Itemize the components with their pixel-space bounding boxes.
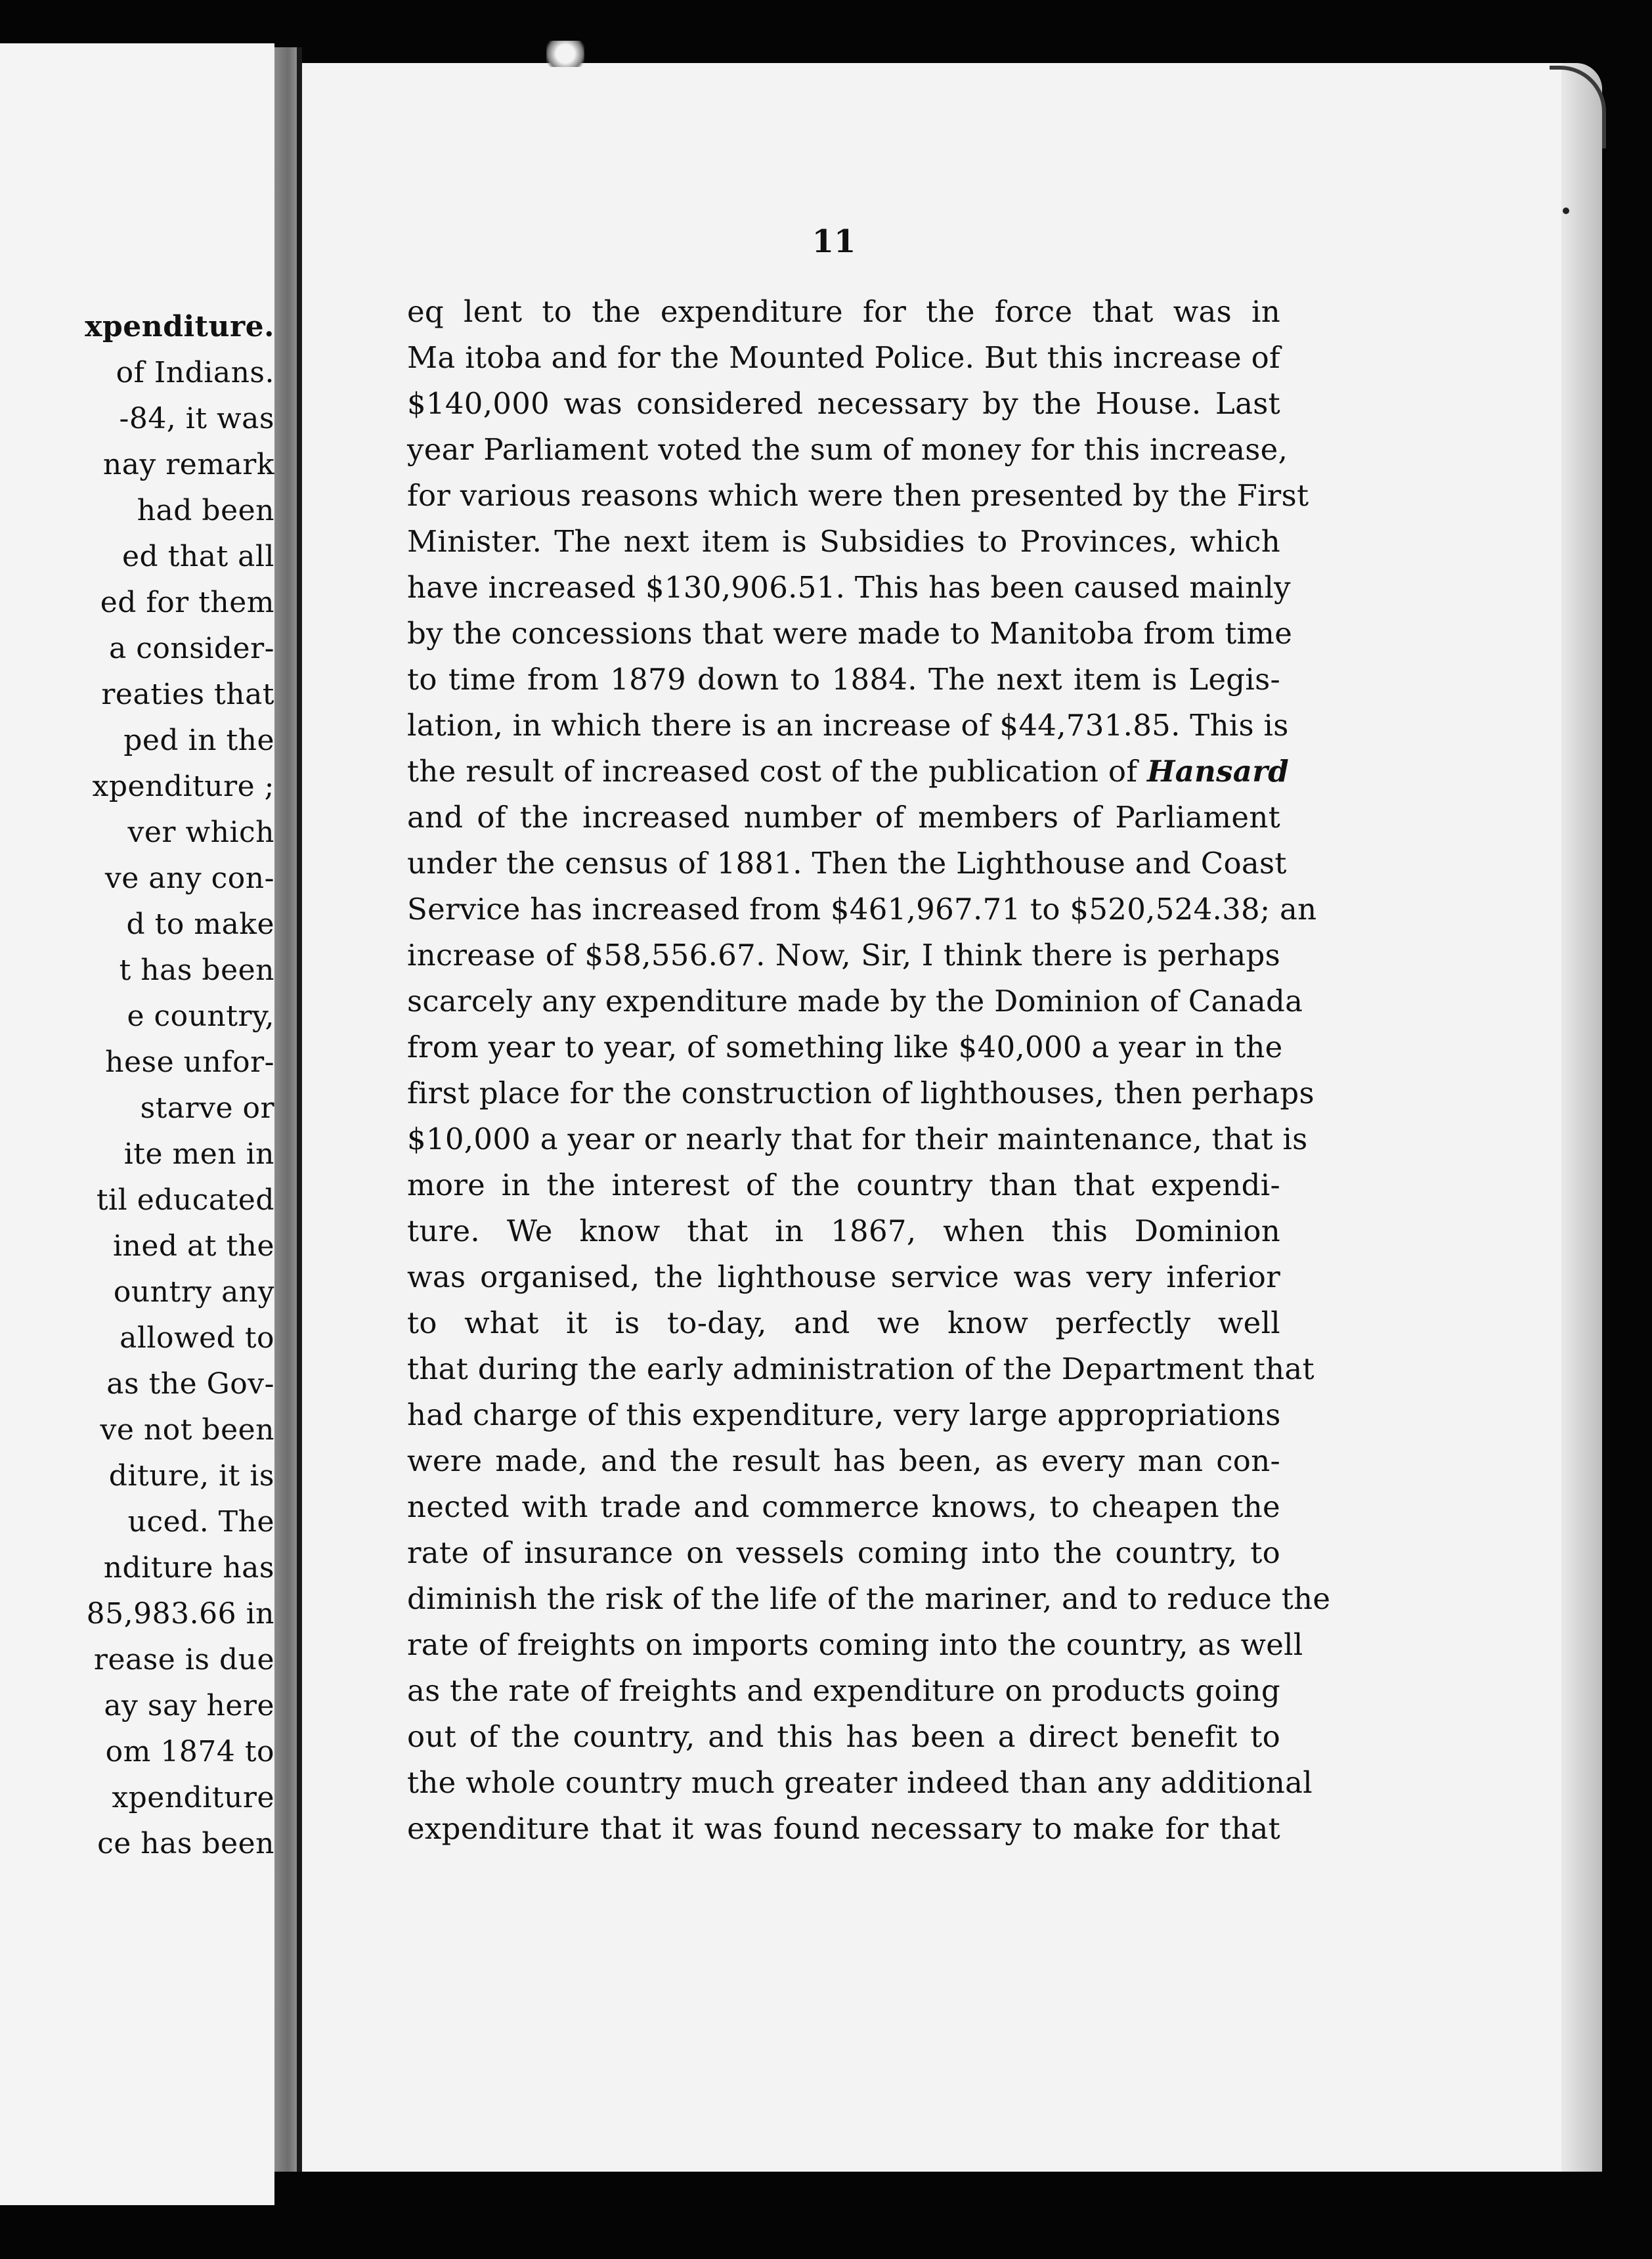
left-page-line: 85,983.66 in (86, 1597, 274, 1631)
left-page-line: ite men in (123, 1137, 274, 1171)
body-line: rate of freights on imports coming into the country, as well (407, 1627, 1303, 1662)
body-line: expenditure that it was found necessary to make for that (407, 1811, 1280, 1846)
body-line: for various reasons which were then presented by the First (407, 478, 1309, 513)
body-line: had charge of this expenditure, very large appropriations (407, 1397, 1281, 1432)
left-page-line: ined at the (112, 1229, 274, 1263)
body-line: eq lent to the expenditure for the force that was in (407, 294, 1280, 329)
left-page-line: hese unfor- (105, 1045, 274, 1079)
body-line: to time from 1879 down to 1884. The next item is Legis- (407, 662, 1280, 697)
left-page-line: as the Gov- (106, 1367, 274, 1401)
left-page-line: xpenditure ; (92, 770, 274, 803)
left-page-line: ve not been (100, 1413, 274, 1447)
body-line: was organised, the lighthouse service was very inferior (407, 1260, 1280, 1294)
body-line: first place for the construction of lighthouses, then perhaps (407, 1076, 1315, 1110)
body-line: nected with trade and commerce knows, to cheapen the (407, 1489, 1280, 1524)
body-line: and of the increased number of members of Parliament (407, 800, 1280, 835)
left-page-line: e country, (127, 999, 274, 1033)
left-page-line: ed that all (122, 540, 274, 573)
left-page-line: of Indians. (116, 356, 274, 389)
body-line: Ma itoba and for the Mounted Police. But this increase of (407, 340, 1280, 375)
ink-dot (1563, 208, 1569, 214)
left-page-line: ver which (127, 816, 274, 849)
left-page-line: om 1874 to (105, 1735, 274, 1768)
body-line: rate of insurance on vessels coming into the country, to (407, 1535, 1280, 1570)
body-line: out of the country, and this has been a direct benefit to (407, 1719, 1280, 1754)
body-line: more in the interest of the country than that expendi- (407, 1168, 1280, 1202)
gutter-divider (297, 47, 302, 2172)
body-line: $140,000 was considered necessary by the House. Last (407, 386, 1280, 421)
body-line: to what it is to-day, and we know perfectly well (407, 1305, 1280, 1340)
left-page-line: a consider- (109, 632, 274, 665)
left-page-line: ce has been (97, 1827, 274, 1860)
left-page-line: allowed to (120, 1321, 274, 1355)
current-page (302, 63, 1602, 2172)
page-edge (1561, 63, 1602, 2172)
body-line: lation, in which there is an increase of $44,731.85. This is (407, 708, 1289, 743)
left-page-line: uced. The (127, 1505, 274, 1539)
left-page-line: reaties that (101, 678, 274, 711)
body-line: $10,000 a year or nearly that for their maintenance, that is (407, 1122, 1308, 1156)
body-line: diminish the risk of the life of the mariner, and to reduce the (407, 1581, 1331, 1616)
left-page-line: t has been (119, 954, 274, 987)
left-page-line: ed for them (100, 586, 274, 619)
body-line: that during the early administration of the Department that (407, 1351, 1315, 1386)
body-line: Minister. The next item is Subsidies to Provinces, which (407, 524, 1280, 559)
left-page-line: rease is due (93, 1643, 274, 1677)
body-line: the result of increased cost of the publication of Hansard (407, 754, 1290, 789)
previous-page (0, 43, 274, 2205)
body-line: Service has increased from $461,967.71 to $520,524.38; an (407, 892, 1317, 927)
left-page-line: ped in the (123, 724, 274, 757)
body-line: the whole country much greater indeed than any additional (407, 1765, 1313, 1800)
body-line: were made, and the result has been, as every man con- (407, 1443, 1280, 1478)
left-page-line: til educated (96, 1183, 274, 1217)
left-page-line: nay remark (102, 448, 274, 481)
body-line: by the concessions that were made to Manitoba from time (407, 616, 1293, 651)
left-page-line: d to make (126, 908, 274, 941)
body-line: from year to year, of something like $40,000 a year in the (407, 1030, 1283, 1064)
left-page-line: xpenditure (112, 1781, 274, 1814)
left-page-line: starve or (140, 1091, 274, 1125)
left-page-line: ay say here (104, 1689, 274, 1722)
left-page-line: xpenditure. (85, 310, 274, 343)
top-smudge-mark (546, 41, 584, 67)
body-line: under the census of 1881. Then the Lighthouse and Coast (407, 846, 1287, 881)
body-line: scarcely any expenditure made by the Dominion of Canada (407, 984, 1303, 1019)
body-line: increase of $58,556.67. Now, Sir, I think there is perhaps (407, 938, 1280, 973)
body-line: ture. We know that in 1867, when this Dominion (407, 1214, 1280, 1248)
body-line: year Parliament voted the sum of money for this increase, (407, 432, 1288, 467)
gutter-shadow (274, 47, 297, 2172)
body-line: have increased $130,906.51. This has been caused mainly (407, 570, 1291, 605)
left-page-line: ountry any (113, 1275, 274, 1309)
hansard-italic: Hansard (1146, 754, 1290, 789)
left-page-line: ve any con- (104, 862, 274, 895)
left-page-line: had been (137, 494, 274, 527)
page-number: 11 (812, 223, 856, 260)
left-page-line: diture, it is (108, 1459, 274, 1493)
left-page-line: -84, it was (119, 402, 274, 435)
left-page-line: nditure has (103, 1551, 274, 1585)
body-line: as the rate of freights and expenditure on products going (407, 1673, 1280, 1708)
